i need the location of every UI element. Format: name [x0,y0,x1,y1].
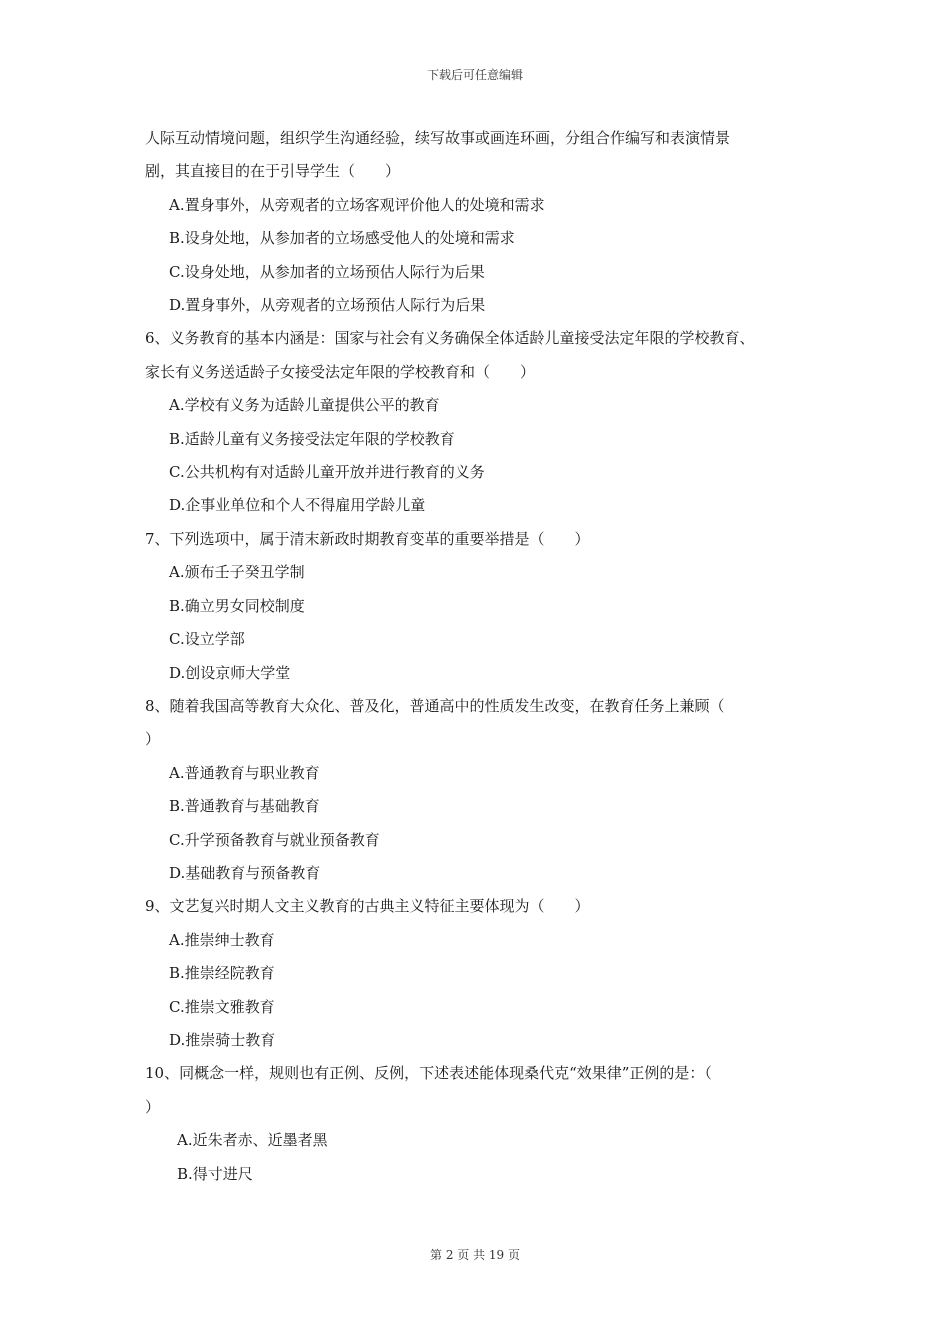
answer-option: C.升学预备教育与就业预备教育 [169,830,380,849]
page-header: 下载后可任意编辑 [426,68,523,82]
answer-option: A.推崇绅士教育 [169,930,275,949]
question-stem: 6、义务教育的基本内涵是：国家与社会有义务确保全体适龄儿童接受法定年限的学校教育、 [145,329,755,348]
question-stem: ） [145,730,161,749]
answer-option: A.置身事外，从旁观者的立场客观评价他人的处境和需求 [169,195,545,214]
answer-option: D.置身事外，从旁观者的立场预估人际行为后果 [169,296,486,315]
answer-option: D.创设京师大学堂 [169,663,291,682]
answer-option: C.设身处地，从参加者的立场预估人际行为后果 [169,262,485,281]
answer-option: B.确立男女同校制度 [169,596,305,615]
question-stem: 7、下列选项中，属于清末新政时期教育变革的重要举措是（ ） [145,529,590,548]
answer-option: C.推崇文雅教育 [169,997,275,1016]
answer-option: D.基础教育与预备教育 [169,863,321,882]
answer-option: D.推崇骑士教育 [169,1030,276,1049]
answer-option: D.企事业单位和个人不得雇用学龄儿童 [169,496,426,515]
answer-option: C.设立学部 [169,630,245,649]
answer-option: A.近朱者赤、近墨者黑 [177,1131,328,1150]
answer-option: B.设身处地，从参加者的立场感受他人的处境和需求 [169,229,515,248]
answer-option: B.普通教育与基础教育 [169,797,320,816]
question-stem: 人际互动情境问题，组织学生沟通经验，续写故事或画连环画，分组合作编写和表演情景 [145,129,731,147]
answer-option: A.颁布壬子癸丑学制 [169,563,305,582]
page-footer: 第 2 页 共 19 页 [430,1248,520,1262]
question-stem: ） [145,1097,161,1116]
question-stem: 9、文艺复兴时期人文主义教育的古典主义特征主要体现为（ ） [145,897,590,916]
question-stem: 剧，其直接目的在于引导学生（ ） [145,162,401,181]
answer-option: C.公共机构有对适龄儿童开放并进行教育的义务 [169,463,485,482]
answer-option: B.推崇经院教育 [169,964,275,983]
question-stem: 家长有义务送适龄子女接受法定年限的学校教育和（ ） [145,362,536,381]
answer-option: B.适龄儿童有义务接受法定年限的学校教育 [169,429,455,448]
question-stem: 8、随着我国高等教育大众化、普及化，普通高中的性质发生改变，在教育任务上兼顾（ [145,696,725,715]
answer-option: A.普通教育与职业教育 [169,763,320,782]
question-stem: 10、同概念一样，规则也有正例、反例，下述表述能体现桑代克“效果律”正例的是：（ [145,1064,712,1083]
answer-option: A.学校有义务为适龄儿童提供公平的教育 [169,396,440,415]
answer-option: B.得寸进尺 [177,1164,253,1183]
document-body [145,122,825,1191]
